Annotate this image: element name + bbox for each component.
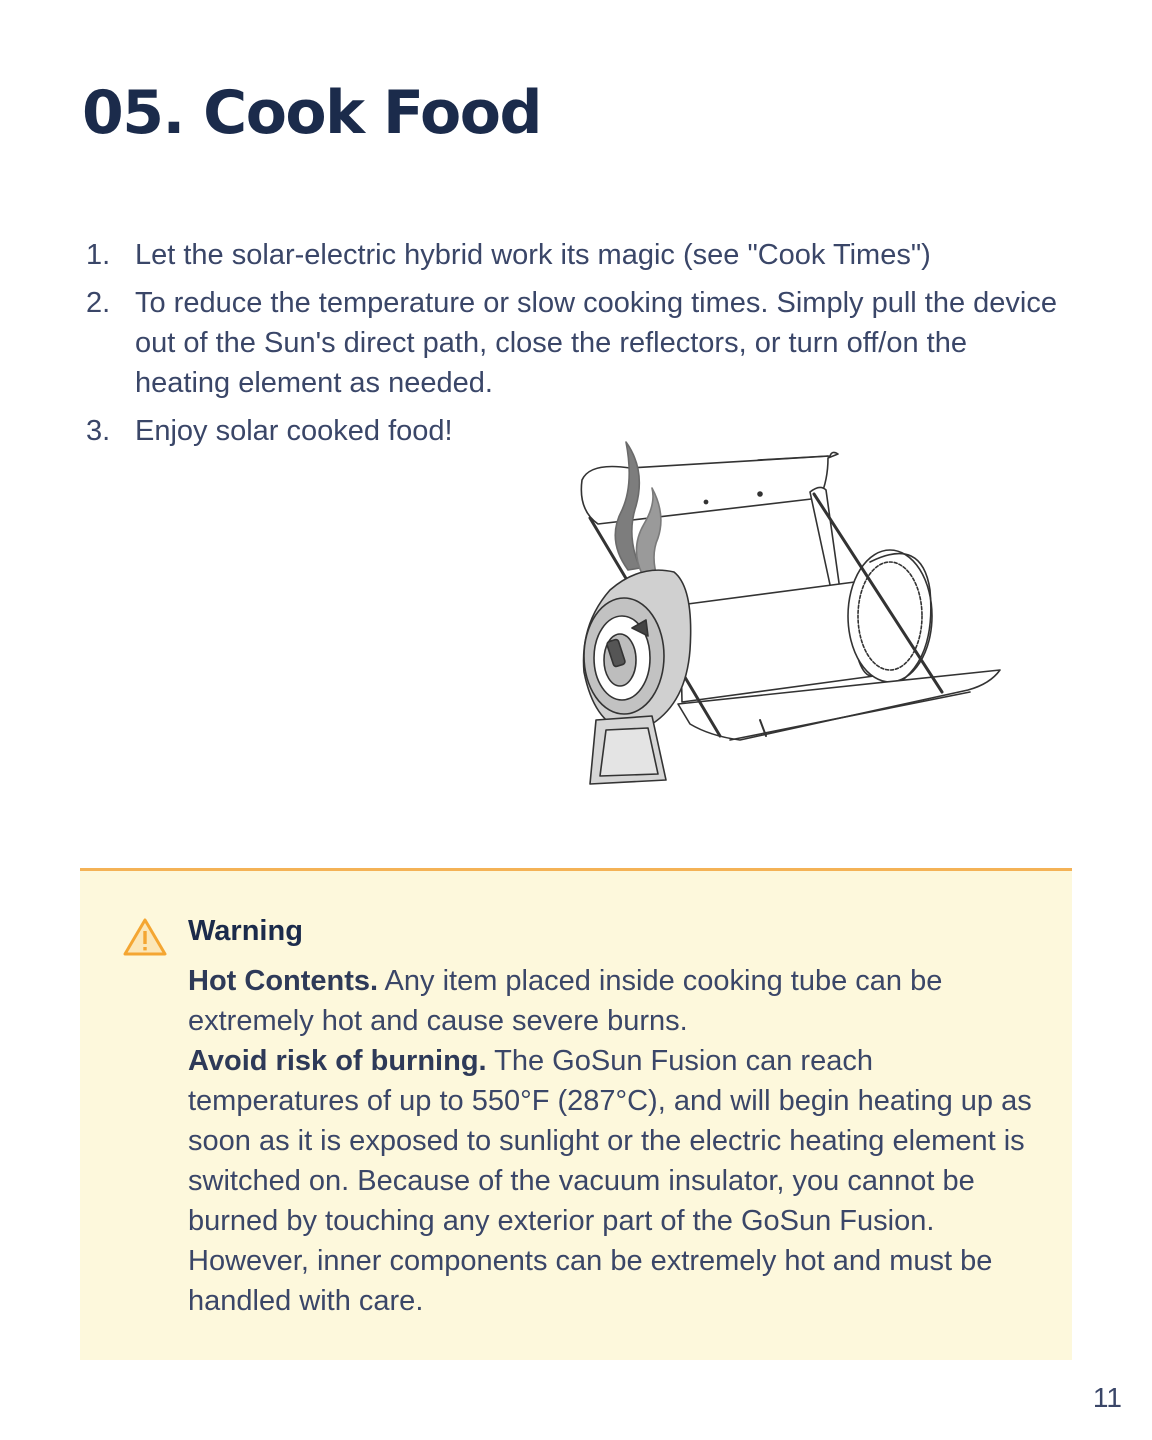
solar-cooker-illustration: [570, 440, 1010, 790]
page-number: 11: [1092, 1382, 1122, 1413]
warning-box: [80, 868, 1072, 1360]
step-number: 2.: [86, 287, 111, 319]
warning-body: [188, 961, 1038, 1321]
step-number: 3.: [86, 415, 111, 447]
steps-list: [86, 235, 1061, 459]
step-text: Let the solar-electric hybrid work its magic (see "Cook Times"): [135, 239, 931, 271]
step-text: Enjoy solar cooked food!: [135, 415, 453, 447]
list-item: [86, 235, 1061, 275]
burn-risk-label: Avoid risk of burning.: [188, 1045, 487, 1077]
hot-contents-text: Any item placed inside cooking tube can be extremely hot and cause severe burns.: [188, 965, 943, 1037]
warning-triangle-icon: [122, 917, 168, 957]
step-text: To reduce the temperature or slow cooking times. Simply pull the device out of the Sun's direct path, close the reflectors, or turn off/on the heating element as needed.: [135, 287, 1057, 399]
hot-contents-label: Hot Contents.: [188, 965, 379, 997]
page-title: 05. Cook Food: [82, 78, 541, 148]
warning-title: Warning: [188, 915, 303, 947]
list-item: [86, 283, 1061, 403]
step-number: 1.: [86, 239, 111, 271]
burn-risk-text: The GoSun Fusion can reach temperatures of up to 550°F (287°C), and will begin heating up as soon as it is exposed to sunlight or the electric heating element is switched on. Because of the vacuum insulator, you cannot be burned by touching any exterior part of the GoSun Fusion. However, inner components can be extremely hot and must be handled with care.: [188, 1045, 1032, 1317]
